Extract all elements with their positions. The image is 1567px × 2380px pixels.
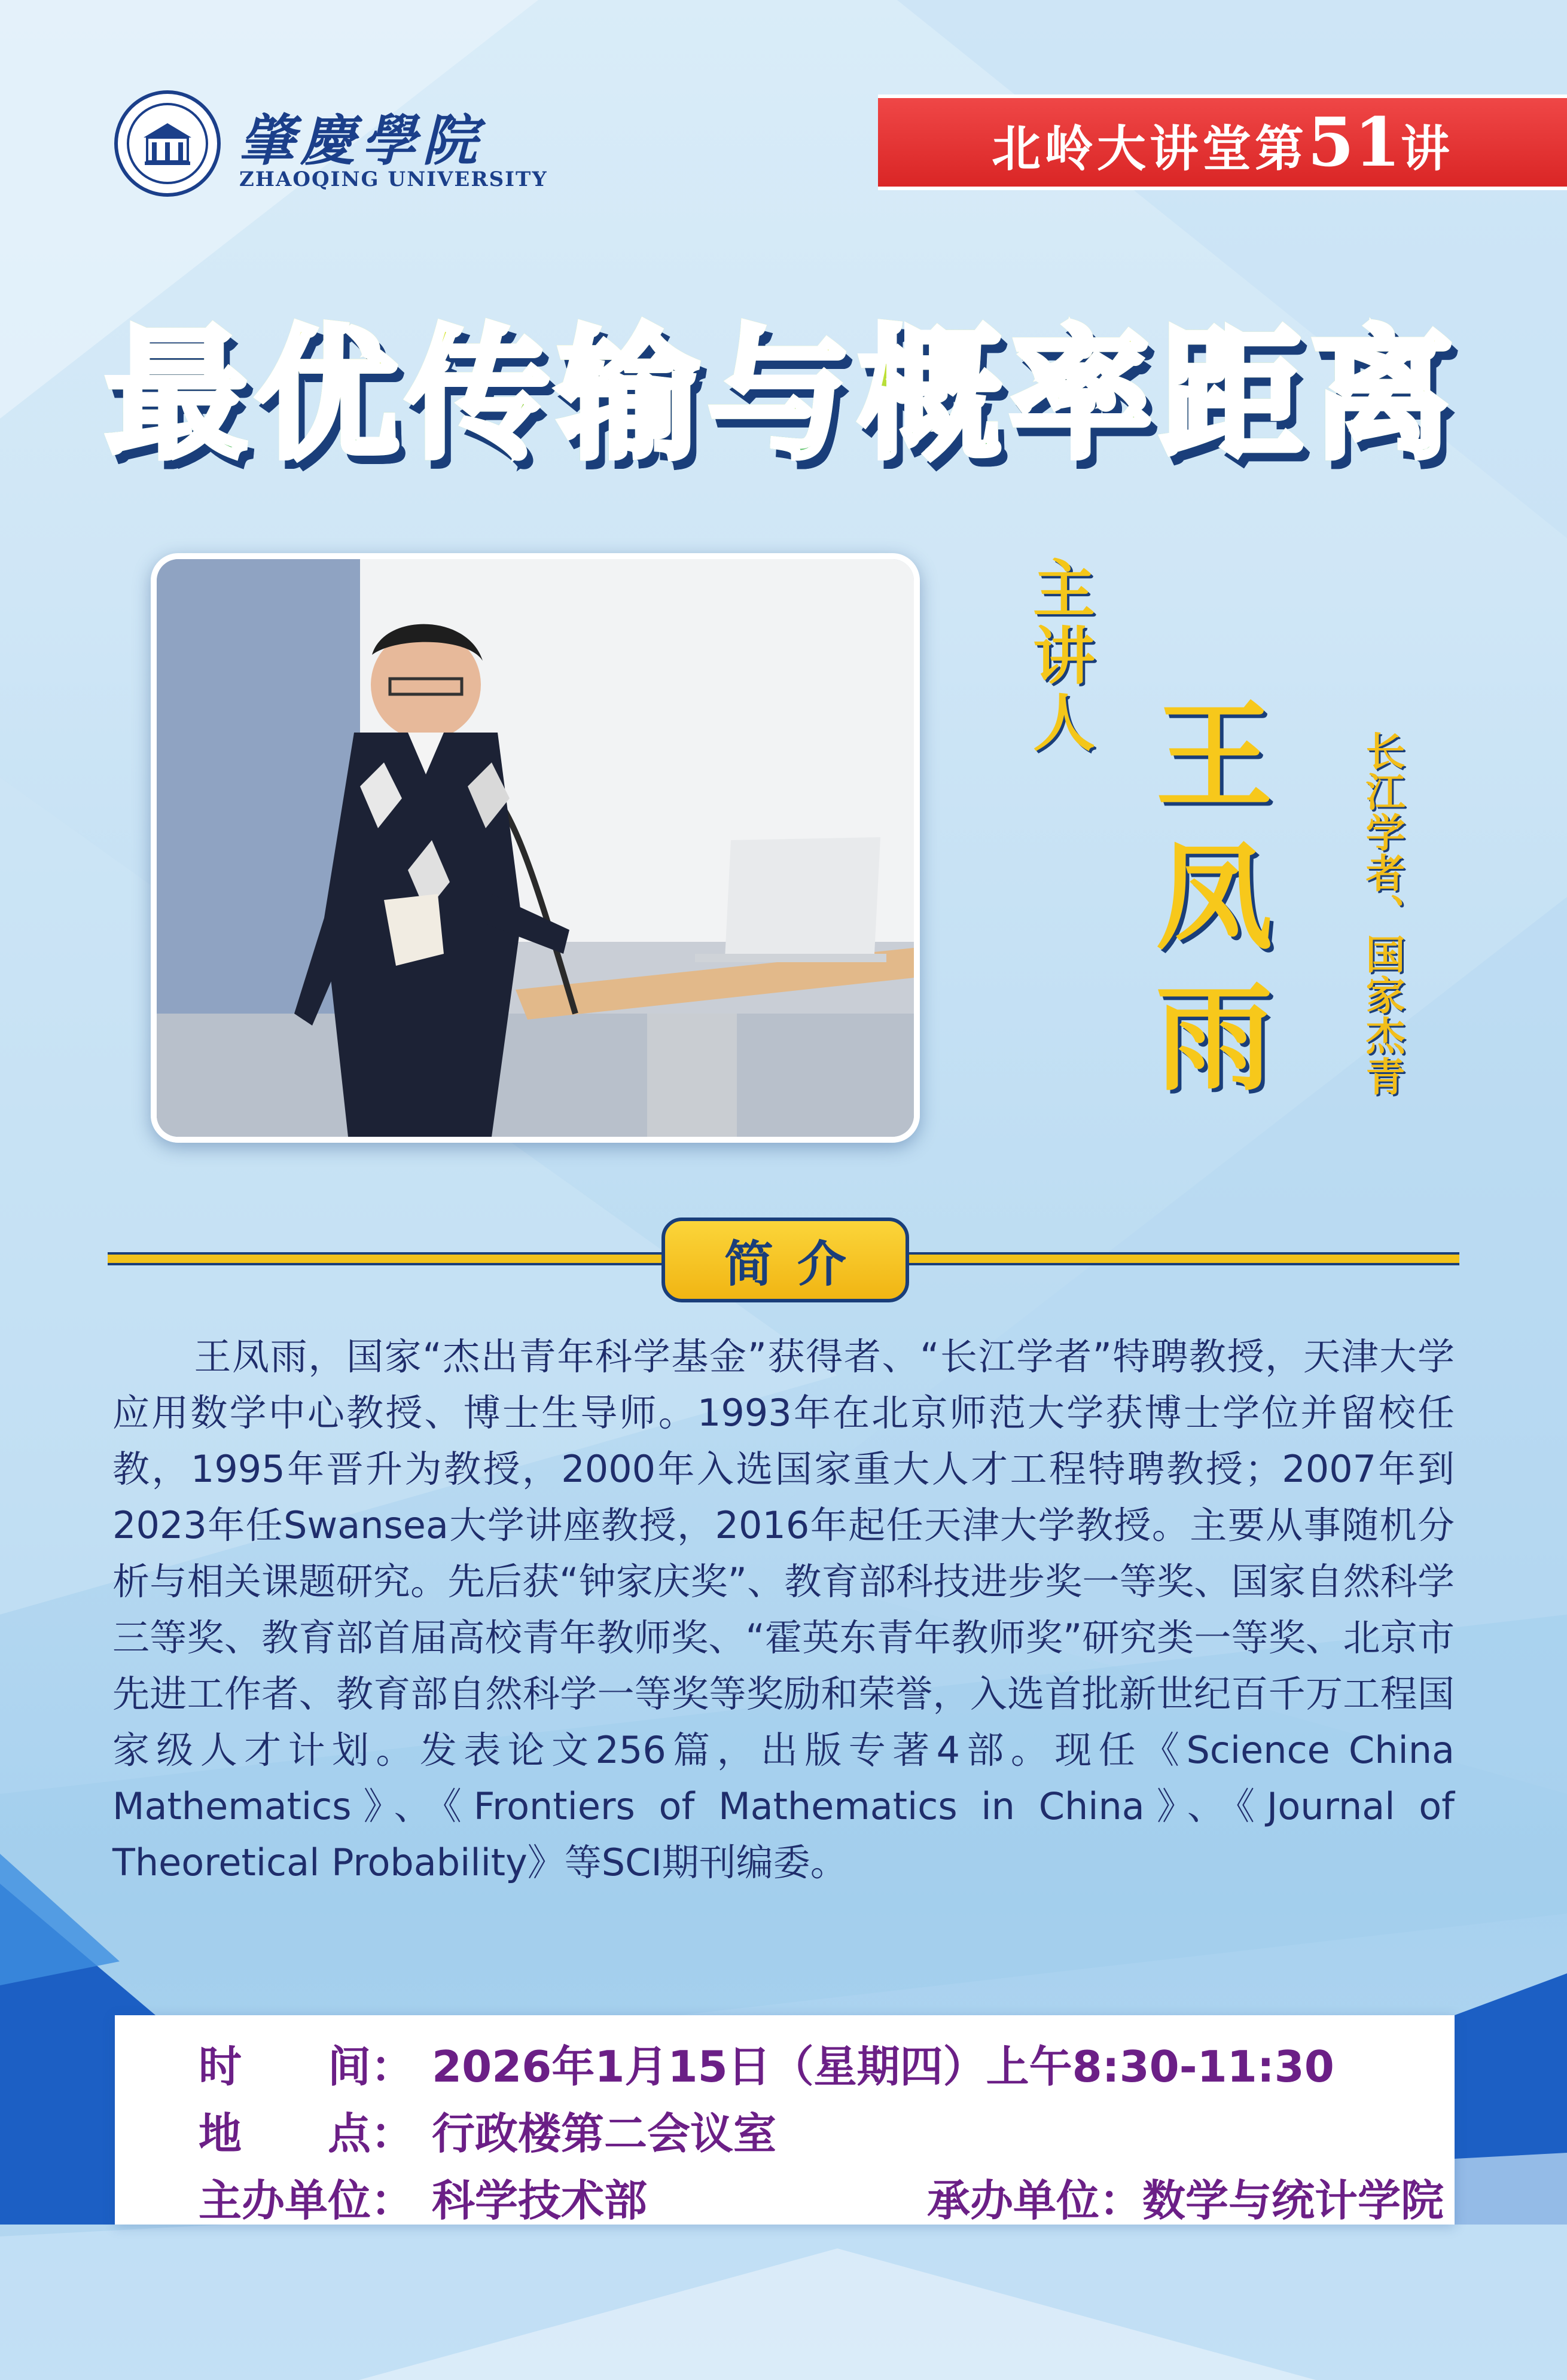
organizer-label: 承办单位：: [927, 2175, 1143, 2226]
series-suffix: 讲: [1400, 120, 1453, 178]
event-organizer-row: [927, 2166, 1444, 2228]
logo-name-english: ZHAOQING UNIVERSITY: [239, 167, 548, 191]
speaker-honors: 长江学者、国家杰青: [1359, 731, 1405, 1097]
speaker-name: 王凤雨: [1136, 694, 1273, 1117]
series-number: 51: [1307, 103, 1401, 182]
university-seal-icon: [114, 90, 221, 197]
organizer-value: 数学与统计学院: [1142, 2175, 1444, 2226]
place-label: 地 点：: [199, 2109, 414, 2159]
logo-name-chinese: 肇慶學院: [239, 108, 484, 173]
place-value: 行政楼第二会议室: [432, 2109, 777, 2159]
event-info-box: [115, 2015, 1455, 2225]
lecture-series-banner: [878, 94, 1567, 190]
series-prefix: 北岭大讲堂第: [992, 120, 1308, 178]
speaker-photo: [151, 553, 920, 1143]
intro-heading: 简介: [724, 1235, 870, 1293]
intro-heading-badge: [661, 1218, 909, 1302]
host-label: 主办单位：: [199, 2175, 414, 2226]
event-host-row: [199, 2166, 647, 2228]
host-value: 科学技术部: [432, 2175, 648, 2226]
speaker-label: 主讲人: [1022, 556, 1095, 757]
lecture-title: 最优传输与概率距离: [0, 281, 1567, 486]
university-logo: [114, 90, 548, 197]
event-place-row: [199, 2099, 776, 2161]
speaker-bio: 王凤雨，国家“杰出青年科学基金”获得者、“长江学者”特聘教授，天津大学应用数学中心教授、博士生导师。1993年在北京师范大学获博士学位并留校任教，1995年晋升为教授，2000年入选国家重大人才工程特聘教授；2007年到2023年任Swansea大学讲座教授，2016年起任天津大学教授。主要从事随机分析与相关课题研究。先后获“钟家庆奖”、教育部科技进步奖一等奖、国家自然科学三等奖、教育部首届高校青年教师奖、“霍英东青年教师奖”研究类一等奖、北京市先进工作者、教育部自然科学一等奖等奖励和荣誉，入选首批新世纪百千万工程国家级人才计划。发表论文256篇，出版专著4部。现任《Science China Mathematics》、《Frontiers of Mathematics in China》、《Journal of Theoretical Probability》等SCI期刊编委。: [112, 1335, 1455, 1884]
lecture-series-text: [992, 103, 1453, 182]
time-value: 2026年1月15日（星期四）上午8:30-11:30: [432, 2042, 1334, 2092]
event-time-row: [199, 2032, 1334, 2094]
time-label: 时 间：: [199, 2042, 414, 2092]
